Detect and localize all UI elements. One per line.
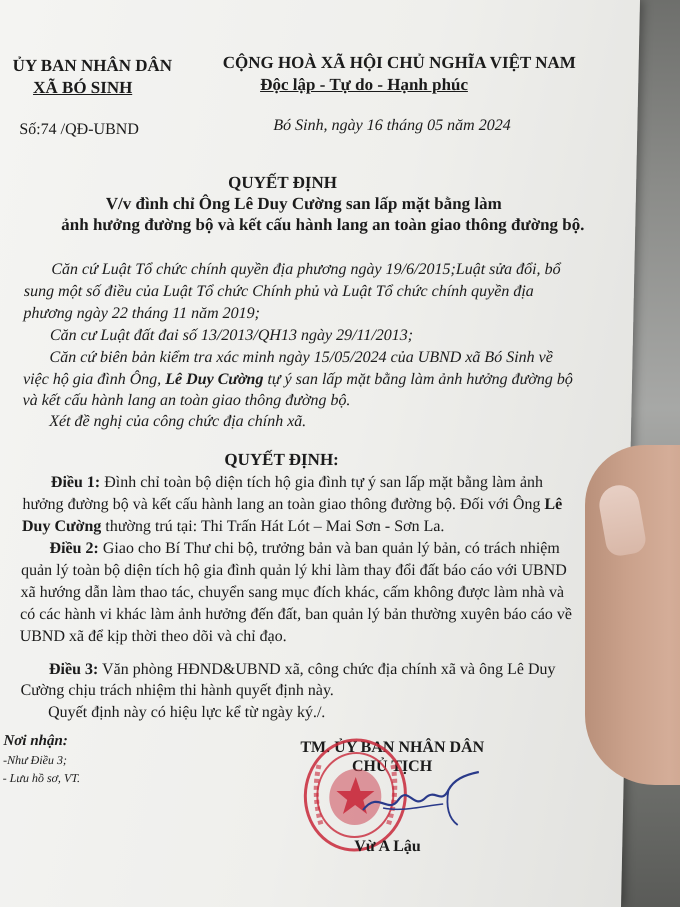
article-1-line-2: [22, 496, 562, 514]
recipients-heading: Nơi nhận:: [3, 733, 68, 749]
basis-line-6: [23, 371, 573, 389]
decision-title: QUYẾT ĐỊNH: [227, 173, 338, 192]
signer-name: Vừ A Lậu: [354, 838, 421, 855]
article-1-text-3: thường trú tại: Thi Trấn Hát Lót – Mai Sơn - Sơn La.: [101, 518, 445, 535]
basis-line-6-start: việc hộ gia đình Ông,: [22, 371, 166, 388]
article-1-line-3: [22, 518, 445, 536]
basis-line-1: Căn cứ Luật Tổ chức chính quyền địa phương ngày 19/6/2015;Luật sửa đổi, bổ: [51, 261, 561, 278]
document-number: Số:74 /QĐ-UBND: [19, 121, 140, 138]
signer-title: TM. ỦY BAN NHÂN DÂN: [300, 739, 485, 756]
issue-date: Bó Sinh, ngày 16 tháng 05 năm 2024: [273, 117, 511, 134]
article-2-line-5: UBND xã để kịp thời theo dõi và chỉ đạo.: [19, 628, 287, 645]
article-3-label: Điều 3:: [48, 661, 99, 678]
article-3-text-1: Văn phòng HĐND&UBND xã, công chức địa chính xã và ông Lê Duy: [98, 661, 556, 678]
national-motto: Độc lập - Tự do - Hạnh phúc: [260, 75, 469, 94]
basis-line-2: sung một số điều của Luật Tổ chức Chính phủ và Luật Tổ chức chính quyền địa: [23, 283, 534, 300]
national-title: CỘNG HOÀ XÃ HỘI CHỦ NGHĨA VIỆT NAM: [222, 53, 576, 72]
article-1-name-part-1: Lê: [544, 496, 563, 513]
basis-line-8: Xét đề nghị của công chức địa chính xã.: [48, 413, 307, 430]
issuer-line-1: ỦY BAN NHÂN DÂN: [12, 56, 173, 75]
article-1-text-1: Đình chỉ toàn bộ diện tích hộ gia đình tự ý san lấp mặt bằng làm ảnh: [100, 474, 544, 491]
article-2-text-1: Giao cho Bí Thư chi bộ, trưởng bản và ban quản lý bản, có trách nhiệm: [98, 540, 560, 557]
basis-line-6-end: tự ý san lấp mặt bằng làm ảnh hưởng đường bộ: [263, 371, 574, 388]
article-2-line-3: xã hướng dẫn làm thao tác, chuyển sang mục đích khác, cấm không được làm nhà và: [20, 584, 565, 601]
article-1-label: Điều 1:: [50, 474, 101, 491]
decision-subject-line-2: ảnh hưởng đường bộ và kết cấu hành lang an toàn giao thông đường bộ.: [61, 215, 585, 234]
signer-position: CHỦ TỊCH: [351, 758, 433, 775]
article-1-line-1: [51, 474, 544, 492]
article-2-line-2: quản lý toàn bộ diện tích hộ gia đình quản lý khi làm thay đổi đất báo cáo với UBND: [20, 562, 567, 579]
basis-line-4: Căn cư Luật đất đai số 13/2013/QH13 ngày 29/11/2013;: [49, 327, 414, 344]
issuer-line-2: XÃ BÓ SINH: [32, 78, 133, 97]
article-2-line-1: [49, 540, 560, 558]
recipient-2: - Lưu hồ sơ, VT.: [2, 771, 81, 785]
handwritten-signature: [353, 770, 484, 830]
article-2-label: Điều 2:: [49, 540, 100, 557]
recipient-1: -Như Điều 3;: [2, 753, 68, 767]
basis-line-3: phương ngày 22 tháng 11 năm 2019;: [23, 305, 261, 322]
decision-subject-line-1: V/v đình chỉ Ông Lê Duy Cường san lấp mặt bằng làm: [105, 194, 503, 213]
article-3-line-2: Cường chịu trách nhiệm thi hành quyết định này.: [20, 682, 335, 699]
decision-heading: QUYẾT ĐỊNH:: [224, 450, 340, 469]
basis-line-7: và kết cấu hành lang an toàn giao thông đường bộ.: [22, 392, 351, 409]
article-1-name-part-2: Duy Cường: [21, 518, 102, 535]
article-1-text-2: hưởng đường bộ và kết cấu hành lang an toàn giao thông đường bộ. Đối với Ông: [22, 496, 545, 513]
basis-line-5: Căn cứ biên bản kiểm tra xác minh ngày 15/05/2024 của UBND xã Bó Sinh về: [49, 349, 553, 366]
article-3-line-1: [49, 661, 556, 679]
basis-person-name: Lê Duy Cường: [165, 371, 264, 388]
effective-clause: Quyết định này có hiệu lực kể từ ngày ký./.: [47, 704, 326, 721]
article-2-line-4: có các hành vi khác làm ảnh hưởng đến đất, ban quản lý bản thường xuyên báo cáo về: [19, 606, 573, 623]
